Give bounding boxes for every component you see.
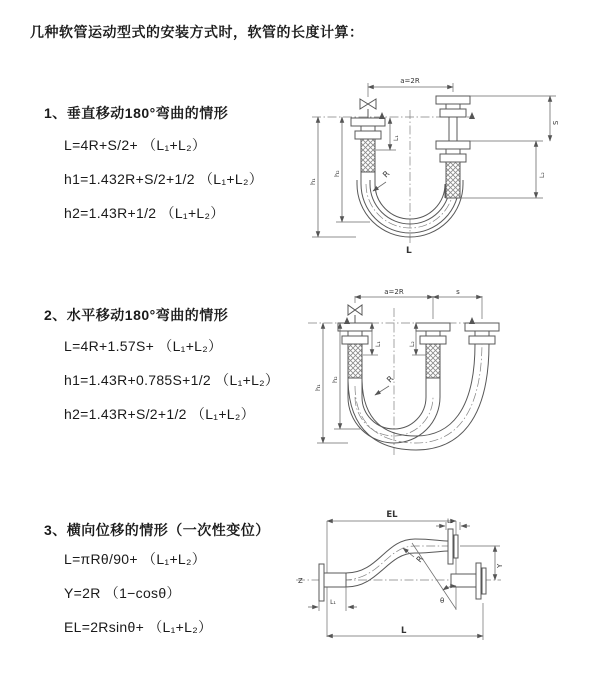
d2-right-fitting — [465, 296, 499, 344]
d2-connection-arrow-right — [469, 317, 475, 324]
section1-formula-L: L=4R+S/2+ （L₁+L₂） — [64, 137, 207, 153]
d1-h2-label: h₂ — [333, 170, 341, 177]
d2-h2-label: h₂ — [331, 376, 339, 383]
d3-length-label: L — [401, 626, 407, 636]
d2-end2-label: L₂ — [409, 341, 416, 347]
d1-connection-arrow-left — [379, 112, 385, 119]
d1-dimensions — [309, 77, 560, 256]
d1-end2-label: L₂ — [539, 172, 546, 178]
d1-connection-arrow-right — [469, 112, 475, 119]
d1-travel-label: S — [552, 120, 560, 125]
section2-formula-h2: h2=1.43R+S/2+1/2 （L₁+L₂） — [64, 406, 255, 422]
d2-travel-label: s — [456, 288, 460, 296]
d3-left-flange — [319, 564, 346, 601]
d2-h1-label: h₁ — [314, 384, 322, 391]
section1-formula-h2: h2=1.43R+1/2 （L₁+L₂） — [64, 205, 225, 221]
section3-formula-L: L=πRθ/90+ （L₁+L₂） — [64, 551, 207, 567]
diagram-lateral-displacement — [293, 500, 598, 650]
d3-y-label: Y — [496, 563, 504, 568]
section2-heading: 2、水平移动180°弯曲的情形 — [44, 307, 229, 323]
d1-radius-label: R — [381, 169, 392, 180]
d2-end1-label: L₁ — [375, 341, 382, 347]
d3-top-right-flange — [448, 529, 458, 564]
d1-right-fitting — [436, 83, 470, 198]
section3-formula-EL: EL=2Rsinθ+ （L₁+L₂） — [64, 619, 213, 635]
d1-length-label: L — [406, 246, 412, 256]
valve-icon — [360, 99, 376, 109]
d3-axis-label: Z — [298, 577, 303, 585]
section3-heading: 3、横向位移的情形（一次性变位） — [44, 522, 270, 538]
d2-radius-label: R — [385, 374, 396, 385]
d3-end2-label: L₂ — [447, 518, 453, 525]
d1-span-label: a=2R — [400, 77, 420, 85]
d2-hose-bend — [348, 341, 489, 450]
diagram-horizontal-180-bend — [298, 283, 600, 463]
d1-left-fitting — [351, 83, 385, 172]
d3-theta-label: θ — [440, 597, 445, 605]
d2-dimensions — [314, 288, 482, 443]
valve-icon — [348, 305, 362, 315]
section1-formula-h1: h1=1.432R+S/2+1/2 （L₁+L₂） — [64, 171, 264, 187]
d2-left-fitting — [338, 296, 372, 378]
page-title: 几种软管运动型式的安装方式时，软管的长度计算： — [30, 24, 364, 40]
section3-formula-Y: Y=2R （1−cosθ） — [64, 585, 181, 601]
d1-end1-label: L₁ — [393, 135, 400, 141]
section2-formula-L: L=4R+1.57S+ （L₁+L₂） — [64, 338, 223, 354]
d3-end1-label: L₁ — [330, 599, 336, 606]
d2-middle-fitting — [416, 296, 450, 378]
d3-radius-label: R — [414, 554, 426, 565]
diagram-vertical-180-bend — [298, 70, 593, 270]
section1-heading: 1、垂直移动180°弯曲的情形 — [44, 105, 229, 121]
d2-connection-arrow-left — [344, 317, 350, 324]
d3-el-label: EL — [386, 510, 398, 520]
d2-span-label: a=2R — [384, 288, 404, 296]
section2-formula-h1: h1=1.43R+0.785S+1/2 （L₁+L₂） — [64, 372, 280, 388]
d1-h1-label: h₁ — [309, 178, 317, 185]
